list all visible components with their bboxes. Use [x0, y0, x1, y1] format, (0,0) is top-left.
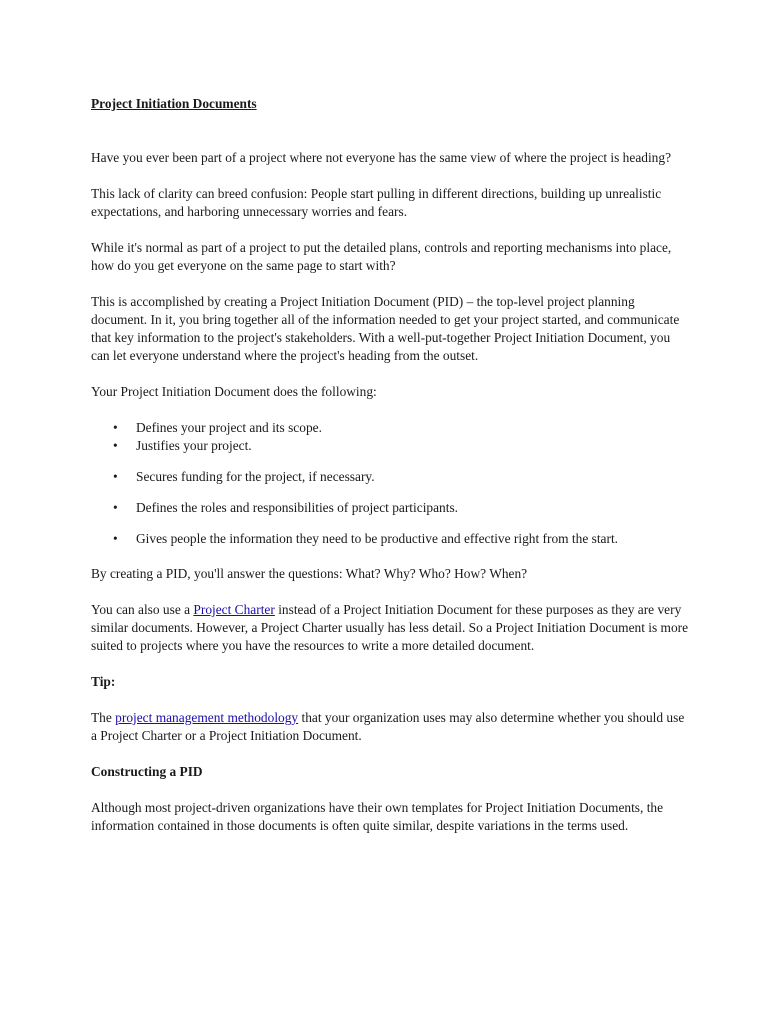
document-title: Project Initiation Documents	[91, 96, 257, 111]
tip-paragraph	[91, 709, 691, 745]
charter-text-after: instead of a Project Initiation Document for these purposes as they are very similar documents. However, a Project Charter usually has less detail. So a Project Initiation Document is more suited to projects where you have the resources to write a more detailed document.	[91, 602, 689, 653]
list-item-text: Defines your project and its scope.	[136, 420, 322, 435]
list-item	[113, 437, 691, 455]
tip-label: Tip:	[91, 674, 116, 689]
section-paragraph: Although most project-driven organizations have their own templates for Project Initiation Documents, the information contained in those documents is often quite similar, despite variations in the terms used.	[91, 800, 664, 833]
charter-text-before: You can also use a	[91, 602, 194, 617]
project-charter-link[interactable]: Project Charter	[193, 602, 275, 617]
charter-paragraph	[91, 601, 691, 655]
tip-text-before: The	[91, 710, 116, 725]
list-item	[113, 468, 691, 486]
intro-paragraph-3: While it's normal as part of a project to put the detailed plans, controls and reporting mechanisms into place, how do you get everyone on the same page to start with?	[91, 240, 672, 273]
document-body	[91, 95, 691, 853]
bullet-icon: •	[113, 469, 118, 484]
project-management-methodology-link[interactable]: project management methodology	[115, 710, 299, 725]
intro-paragraph-4: This is accomplished by creating a Project Initiation Document (PID) – the top-level project planning document. In it, you bring together all of the information needed to get your project started, and communicate that key information to the project's stakeholders. With a well-put-together Project Initiation Document, you can let everyone understand where the project's heading from the outset.	[91, 294, 680, 363]
list-item	[113, 530, 691, 548]
list-item	[113, 499, 691, 517]
section-heading: Constructing a PID	[91, 764, 203, 779]
list-item-text: Gives people the information they need to be productive and effective right from the start.	[136, 531, 619, 546]
list-item-text: Defines the roles and responsibilities of project participants.	[136, 500, 459, 515]
tip-text-after: that your organization uses may also determine whether you should use a Project Charter or a Project Initiation Document.	[91, 710, 685, 743]
intro-paragraph-2: This lack of clarity can breed confusion: People start pulling in different directions, building up unrealistic expectations, and harboring unnecessary worries and fears.	[91, 186, 662, 219]
questions-paragraph: By creating a PID, you'll answer the questions: What? Why? Who? How? When?	[91, 566, 528, 581]
pid-functions-list	[91, 419, 691, 548]
intro-paragraph-1: Have you ever been part of a project where not everyone has the same view of where the project is heading?	[91, 150, 672, 165]
bullet-icon: •	[113, 438, 118, 453]
list-item	[113, 419, 691, 437]
list-item-text: Justifies your project.	[136, 438, 252, 453]
bullet-icon: •	[113, 531, 118, 546]
list-item-text: Secures funding for the project, if necessary.	[136, 469, 375, 484]
bullet-icon: •	[113, 500, 118, 515]
intro-paragraph-5: Your Project Initiation Document does the following:	[91, 384, 377, 399]
bullet-icon: •	[113, 420, 118, 435]
